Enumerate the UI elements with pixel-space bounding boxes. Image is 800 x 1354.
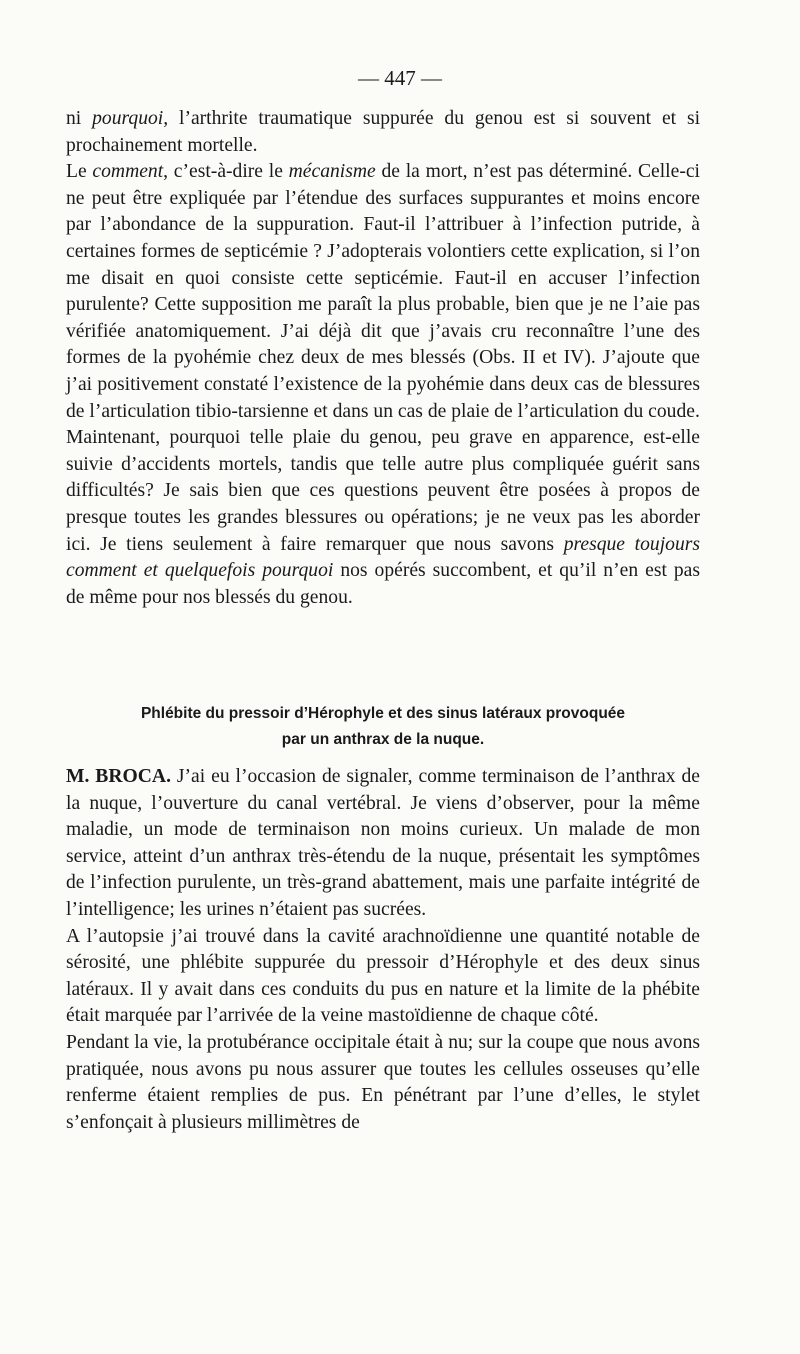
italic-run: comment: [92, 161, 164, 183]
text-run: Le: [66, 161, 93, 183]
section-heading-line-2: par un anthrax de la nuque.: [281, 731, 485, 748]
text-run: , c’est-à-dire le: [163, 161, 289, 183]
paragraph-3: [66, 425, 700, 611]
section-arthrite: [66, 106, 700, 611]
text-run: de la mort, n’est pas déterminé. Celle-ci ne peut être expliquée par l’étendue des surfaces suppurantes et moins encore par l’abondance de la suppuration. Faut-il l’attribuer à l’infection putride, à certaines formes de septicémie ? J’adopterais volontiers cette explication, si l’on me disait en quoi consiste cette septicémie. Faut-il en accuser l’infection purulente? Cette supposition me paraît la plus probable, bien que je ne l’aie pas vérifiée anatomiquement. J’ai déjà dit que j’avais cru reconnaître l’une des formes de la pyohémie chez deux de mes blessés (Obs. II et IV). J’ajoute que j’ai positivement constaté l’existence de la pyohémie dans deux cas de blessures de l’articulation tibio-tarsienne et dans un cas de plaie de l’articulation du coude.: [66, 161, 700, 422]
text-run: nos opérés succombent, et qu’il n’en est pas de même pour nos blessés du genou.: [66, 560, 700, 608]
italic-run: presque toujours comment et quelquefois pourquoi: [66, 533, 700, 582]
paragraph-broca-1-text: J’ai eu l’occasion de signaler, comme terminaison de l’anthrax de la nuque, l’ouverture du canal vertébral. Je viens d’observer, pour la même maladie, un mode de terminaison non moins curieux. Un malade de mon service, atteint d’un anthrax très-étendu de la nuque, présentait les symptômes de l’infection purulente, un très-grand abattement, mais une parfaite intégrité de l’intelligence; les urines n’étaient pas sucrées.: [66, 766, 701, 920]
section-phlebite: [66, 764, 700, 1136]
text-run: ni: [66, 108, 93, 129]
speaker-name: M. BROCA.: [66, 766, 171, 787]
paragraph-broca-3: Pendant la vie, la protubérance occipitale était à nu; sur la coupe que nous avons pratiquée, nous avons pu nous assurer que toutes les cellules osseuses qu’elle renferme étaient remplies de pus. En pénétrant par l’une d’elles, le stylet s’enfonçait à plusieurs millimètres de: [66, 1031, 700, 1133]
italic-run: pourquoi,: [92, 108, 169, 129]
section-heading: [66, 701, 700, 753]
italic-run: mécanisme: [288, 161, 376, 183]
page-number: — 447 —: [358, 66, 442, 90]
paragraph-2: [66, 159, 700, 425]
paragraph-broca-1: [66, 764, 700, 924]
paragraph-broca-2: A l’autopsie j’ai trouvé dans la cavité arachnoïdienne une quantité notable de sérosité, une phlébite suppurée du pressoir d’Hérophyle et des deux sinus latéraux. Il y avait dans ces conduits du pus en nature et la limite de la phébite était marquée par l’arrivée de la veine mastoïdienne de chaque côté.: [66, 925, 700, 1027]
paragraph-1: [66, 106, 700, 159]
text-run: l’arthrite traumatique suppurée du genou est si souvent et si prochainement mortelle.: [66, 108, 701, 156]
text-run: Maintenant, pourquoi telle plaie du genou, peu grave en apparence, est-elle suivie d’accidents mortels, tandis que telle autre plus compliquée guérit sans difficultés? Je sais bien que ces questions peuvent être posées à propos de presque toutes les grandes blessures ou opérations; je ne veux pas les aborder ici. Je tiens seulement à faire remarquer que nous savons: [66, 427, 700, 555]
section-heading-line-1: Phlébite du pressoir d’Hérophyle et des sinus latéraux provoquée: [140, 705, 626, 722]
